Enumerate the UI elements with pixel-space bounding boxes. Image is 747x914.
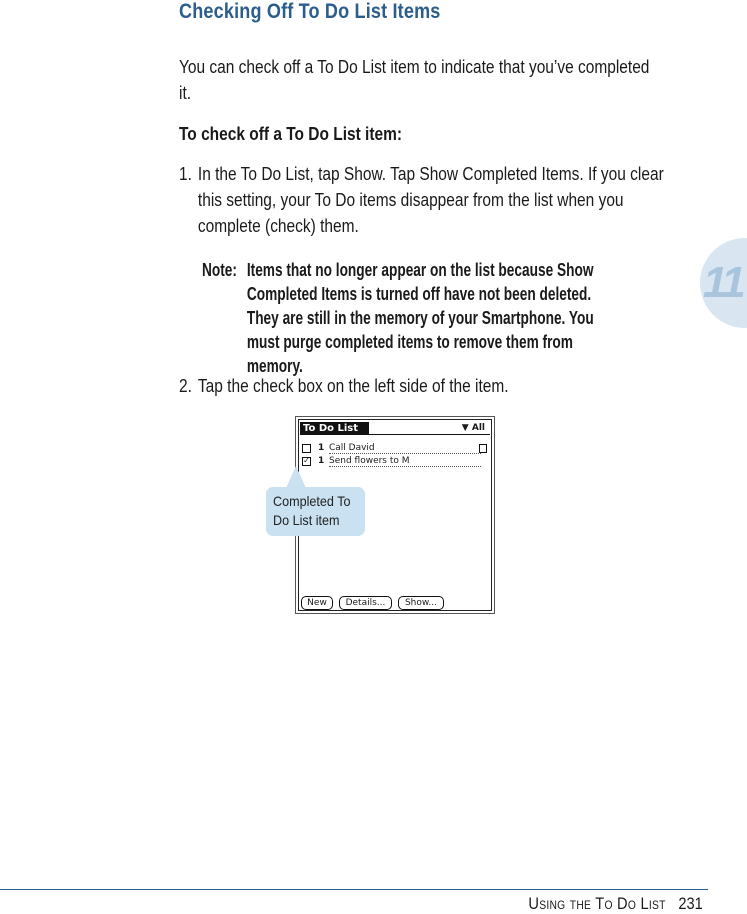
app-title: To Do List <box>300 422 369 435</box>
step-text: Tap the check box on the left side of the item. <box>197 376 509 396</box>
note-label: Note: <box>202 260 237 280</box>
callout-bubble <box>266 487 365 536</box>
item-priority: 1 <box>318 456 325 466</box>
details-button[interactable]: Details... <box>339 596 392 610</box>
step-number: 2. <box>179 376 192 396</box>
checkbox-checked[interactable]: ✓ <box>303 456 310 465</box>
checkbox-unchecked[interactable] <box>302 444 311 453</box>
step-text: In the To Do List, tap Show. Tap Show Completed Items. If you clear this setting, your To Do items disappear from the list when you complete (check) them. <box>197 164 664 236</box>
step-2 <box>179 373 678 399</box>
triangle-down-icon: ▼ <box>461 423 469 433</box>
callout-line-1: Completed To <box>273 493 351 509</box>
section-heading: Checking Off To Do List Items <box>179 0 441 23</box>
step-number: 1. <box>179 164 192 184</box>
show-button[interactable]: Show... <box>398 596 444 610</box>
step-1 <box>179 161 678 239</box>
intro-paragraph: You can check off a To Do List item to indicate that you’ve completed it. <box>179 57 650 103</box>
item-description[interactable]: Send flowers to M <box>329 455 481 467</box>
todo-item[interactable] <box>302 455 487 467</box>
footer-section: Using the To Do List <box>528 894 666 913</box>
category-dropdown[interactable] <box>462 422 485 434</box>
callout-pointer <box>286 466 306 488</box>
procedure-title: To check off a To Do List item: <box>179 124 403 144</box>
todo-item[interactable] <box>302 442 487 454</box>
page-number: 231 <box>678 894 703 913</box>
note-icon[interactable] <box>479 444 487 453</box>
new-button[interactable]: New <box>301 596 333 610</box>
category-label: All <box>471 423 485 433</box>
callout-line-2: Do List item <box>273 512 340 528</box>
note-text: Items that no longer appear on the list because Show Completed Items is turned off have not been deleted. They are still in the memory of your Smartphone. You must purge completed items to remove them from memory. <box>246 260 594 376</box>
chapter-number: 11 <box>703 258 743 307</box>
item-priority: 1 <box>318 443 325 453</box>
item-description[interactable]: Call David <box>329 442 481 454</box>
footer-rule <box>0 889 708 890</box>
title-rule <box>300 434 490 435</box>
page-footer <box>529 894 703 914</box>
note-block <box>202 258 612 378</box>
